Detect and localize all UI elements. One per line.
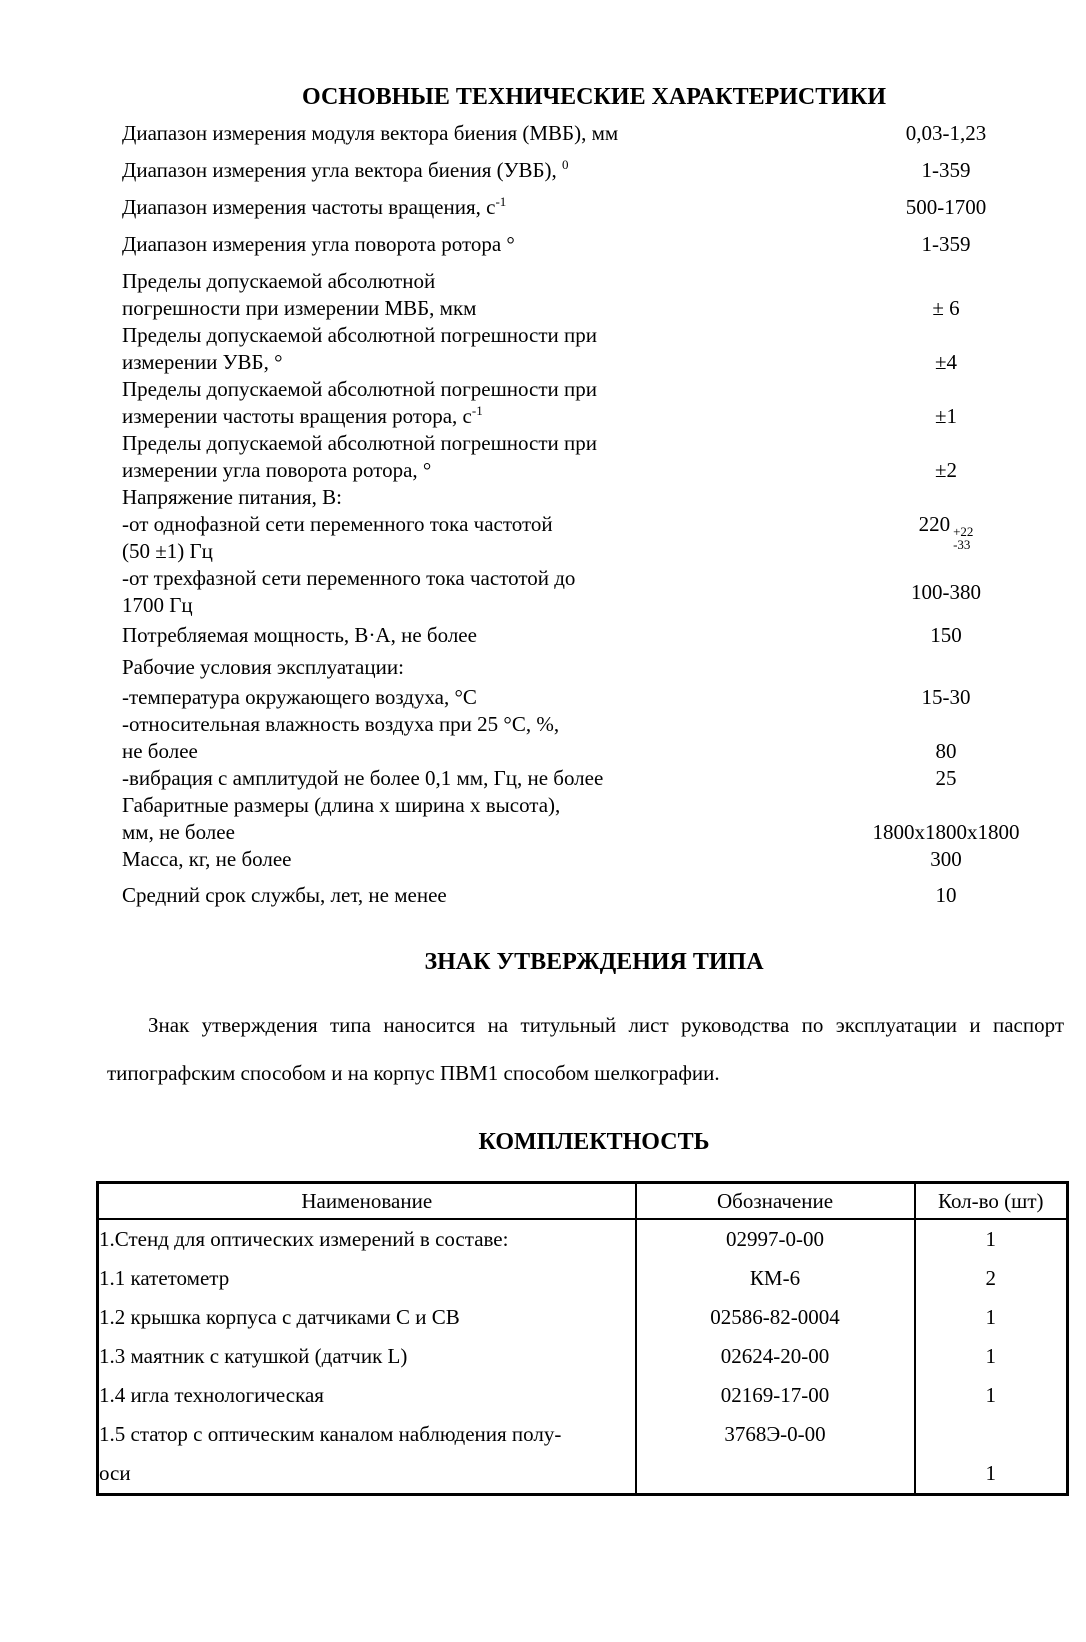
- table-row: [98, 1219, 1068, 1259]
- spec-row-three-phase: [122, 565, 1066, 619]
- table-row: [98, 1298, 1068, 1337]
- spec-row-uvb-error: [122, 322, 1066, 376]
- spec-label: -относительная влажность воздуха при 25 °С, %, не более: [122, 712, 560, 763]
- page-title: ОСНОВНЫЕ ТЕХНИЧЕСКИЕ ХАРАКТЕРИСТИКИ: [301, 84, 886, 110]
- spec-value: 10: [935, 883, 957, 907]
- cell-designation: КМ-6: [636, 1259, 915, 1298]
- cell-designation: [636, 1454, 915, 1495]
- spec-label: Средний срок службы, лет, не менее: [122, 883, 447, 907]
- column-header-quantity: Кол-во (шт): [915, 1183, 1068, 1220]
- spec-label: Диапазон измерения модуля вектора биения (МВБ), мм: [122, 121, 619, 145]
- spec-value: 25: [935, 766, 957, 790]
- superscript: 0: [562, 157, 569, 172]
- table-header-row: [98, 1183, 1068, 1220]
- spec-value: 80: [935, 739, 957, 763]
- spec-row-rotation-error: [122, 376, 1066, 430]
- spec-value: 100-380: [911, 579, 981, 604]
- tolerance-stack: +22 -33: [953, 524, 974, 552]
- spec-row-vibration: [122, 765, 1066, 792]
- spec-row-uvb-range: [122, 157, 1066, 184]
- cell-name: 1.Стенд для оптических измерений в составе:: [98, 1219, 636, 1259]
- spec-label: Габаритные размеры (длина x ширина x высота), мм, не более: [122, 793, 561, 844]
- spec-label: Диапазон измерения частоты вращения, $с^{-1}$: [122, 194, 507, 219]
- cell-quantity: [915, 1415, 1068, 1454]
- spec-value: 150: [930, 623, 962, 647]
- spec-value: ±1: [934, 404, 958, 428]
- cell-name: оси: [98, 1454, 636, 1495]
- superscript: -1: [495, 194, 507, 209]
- spec-value: 0,03-1,23: [905, 121, 987, 145]
- column-header-designation: Обозначение: [636, 1183, 915, 1220]
- spec-row-mvb-range: [122, 120, 1066, 147]
- spec-row-mvb-error: [122, 268, 1066, 322]
- spec-value: 1-359: [921, 158, 971, 182]
- spec-value: ±2: [934, 458, 958, 482]
- cell-name: 1.4 игла технологическая: [98, 1376, 636, 1415]
- spec-row-ambient-temperature: [122, 684, 1066, 711]
- spec-row-power-consumption: [122, 622, 1066, 649]
- spec-label: Диапазон измерения угла поворота ротора °: [122, 232, 515, 256]
- spec-row-humidity: [122, 711, 1066, 765]
- cell-designation: 02586-82-0004: [636, 1298, 915, 1337]
- cell-name: 1.2 крышка корпуса с датчиками С и СВ: [98, 1298, 636, 1337]
- table-row: [98, 1337, 1068, 1376]
- superscript: -1: [471, 403, 483, 418]
- spec-label: Потребляемая мощность, В·А, не более: [122, 623, 477, 647]
- spec-row-supply-voltage-header: [122, 484, 1066, 511]
- spec-row-service-life: [122, 882, 1066, 909]
- spec-value: ±4: [934, 350, 958, 374]
- cell-designation: 02997-0-00: [636, 1219, 915, 1259]
- cell-quantity: 1: [915, 1454, 1068, 1495]
- spec-row-mass: [122, 846, 1066, 873]
- spec-label: -от трехфазной сети переменного тока частотой до 1700 Гц: [122, 566, 576, 617]
- cell-quantity: 2: [915, 1259, 1068, 1298]
- cell-name: 1.5 статор с оптическим каналом наблюдения полу-: [98, 1415, 636, 1454]
- column-header-name: Наименование: [98, 1183, 636, 1220]
- spec-label: Напряжение питания, В:: [122, 485, 342, 509]
- spec-value: 300: [930, 847, 962, 871]
- spec-row-dimensions: [122, 792, 1066, 846]
- table-row: [98, 1259, 1068, 1298]
- spec-value: 1800x1800x1800: [872, 820, 1020, 844]
- spec-row-rotor-angle-error: [122, 430, 1066, 484]
- spec-value: 500-1700: [905, 195, 987, 219]
- specs-list: [122, 120, 1066, 909]
- section-title-completeness: КОМПЛЕКТНОСТЬ: [478, 1129, 710, 1155]
- completeness-table: [96, 1181, 1069, 1496]
- spec-row-rotation-range: [122, 194, 1066, 221]
- spec-label: -от однофазной сети переменного тока частотой (50 ±1) Гц: [122, 512, 553, 563]
- spec-row-rotor-angle-range: [122, 231, 1066, 258]
- cell-designation: 02169-17-00: [636, 1376, 915, 1415]
- spec-value: 1-359: [921, 232, 971, 256]
- spec-value: 220 +22 -33: [918, 512, 974, 552]
- spec-label: Диапазон измерения угла вектора биения (УВБ), $^0$: [122, 157, 569, 182]
- cell-quantity: 1: [915, 1298, 1068, 1337]
- cell-name: 1.3 маятник с катушкой (датчик L): [98, 1337, 636, 1376]
- cell-designation: 3768Э-0-00: [636, 1415, 915, 1454]
- cell-quantity: 1: [915, 1337, 1068, 1376]
- spec-label: Пределы допускаемой абсолютной погрешности при измерении угла поворота ротора, °: [122, 431, 598, 482]
- spec-value: 15-30: [921, 685, 971, 709]
- table-row: [98, 1415, 1068, 1454]
- spec-label: Рабочие условия эксплуатации:: [122, 655, 404, 679]
- cell-quantity: 1: [915, 1376, 1068, 1415]
- type-approval-paragraph: Знак утверждения типа наносится на титульный лист руководства по эксплуатации и паспорт типографским способом и на корпус ПВМ1 способом шелкографии.: [107, 1013, 1064, 1085]
- spec-label: -вибрация с амплитудой не более 0,1 мм, Гц, не более: [122, 766, 604, 790]
- spec-label: Масса, кг, не более: [122, 847, 292, 871]
- table-row: [98, 1376, 1068, 1415]
- cell-quantity: 1: [915, 1219, 1068, 1259]
- spec-value: ± 6: [932, 296, 960, 320]
- spec-label: Пределы допускаемой абсолютной погрешности при измерении МВБ, мкм: [122, 269, 477, 320]
- spec-label: Пределы допускаемой абсолютной погрешности при измерении УВБ, °: [122, 323, 598, 374]
- spec-label: -температура окружающего воздуха, °С: [122, 685, 477, 709]
- spec-label: Пределы допускаемой абсолютной погрешности при измерении частоты вращения ротора, $с^{-1}$: [122, 377, 598, 428]
- section-title-type-approval: ЗНАК УТВЕРЖДЕНИЯ ТИПА: [424, 949, 764, 975]
- cell-name: 1.1 катетометр: [98, 1259, 636, 1298]
- spec-row-single-phase: [122, 511, 1066, 565]
- spec-row-operating-conditions-header: [122, 654, 1066, 681]
- cell-designation: 02624-20-00: [636, 1337, 915, 1376]
- document-page: [0, 82, 1086, 1642]
- table-row: [98, 1454, 1068, 1495]
